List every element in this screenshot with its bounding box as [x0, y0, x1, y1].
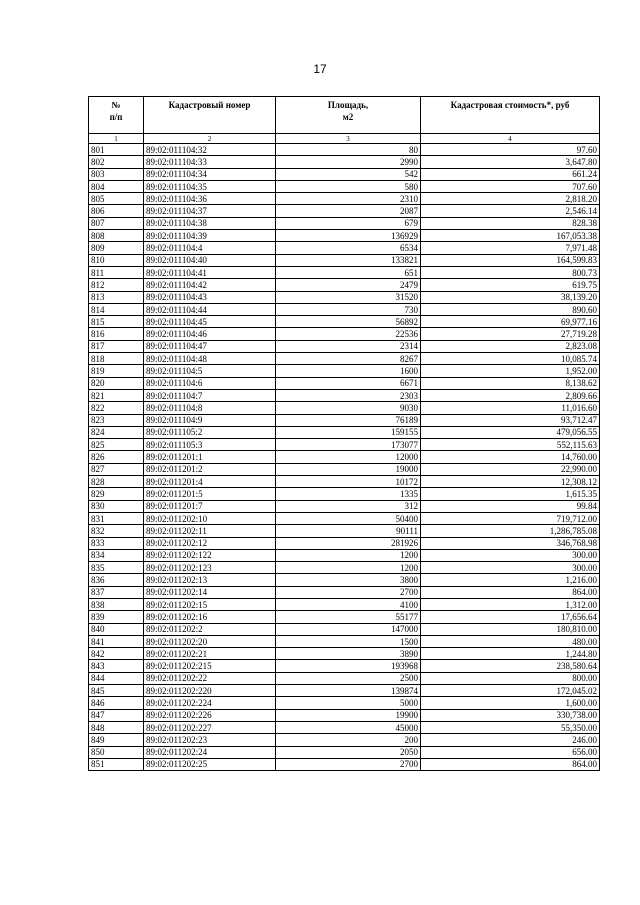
table-row	[89, 721, 600, 733]
cadastral-value: 2,546.14	[421, 205, 600, 217]
cadastral-number: 89:02:011202:12	[144, 537, 276, 549]
area-value: 1335	[276, 488, 421, 500]
header-cadastral-value: Кадастровая стоимость*, руб	[421, 97, 600, 134]
table-row	[89, 451, 600, 463]
cadastral-value: 180,810.00	[421, 623, 600, 635]
row-index: 825	[89, 439, 144, 451]
row-index: 834	[89, 549, 144, 561]
table-row	[89, 500, 600, 512]
table-row	[89, 193, 600, 205]
area-value: 12000	[276, 451, 421, 463]
table-row	[89, 340, 600, 352]
row-index: 829	[89, 488, 144, 500]
area-value: 2087	[276, 205, 421, 217]
row-index: 849	[89, 734, 144, 746]
row-index: 823	[89, 414, 144, 426]
row-index: 845	[89, 685, 144, 697]
cadastral-number: 89:02:011202:16	[144, 611, 276, 623]
cadastral-value: 828.38	[421, 217, 600, 229]
area-value: 90111	[276, 525, 421, 537]
table-row	[89, 180, 600, 192]
row-index: 819	[89, 365, 144, 377]
cadastral-value: 11,016.60	[421, 402, 600, 414]
area-value: 22536	[276, 328, 421, 340]
cadastral-number: 89:02:011105:3	[144, 439, 276, 451]
cadastral-value: 552,115.63	[421, 439, 600, 451]
cadastral-number: 89:02:011104:47	[144, 340, 276, 352]
row-index: 812	[89, 279, 144, 291]
cadastral-number: 89:02:011202:227	[144, 721, 276, 733]
table-row	[89, 279, 600, 291]
column-number: 3	[276, 134, 421, 144]
row-index: 831	[89, 512, 144, 524]
cadastral-number: 89:02:011104:36	[144, 193, 276, 205]
cadastral-number: 89:02:011104:43	[144, 291, 276, 303]
cadastral-number: 89:02:011202:25	[144, 758, 276, 770]
area-value: 10172	[276, 476, 421, 488]
cadastral-value: 99.84	[421, 500, 600, 512]
area-value: 651	[276, 266, 421, 278]
row-index: 820	[89, 377, 144, 389]
cadastral-number: 89:02:011104:42	[144, 279, 276, 291]
cadastral-value: 172,045.02	[421, 685, 600, 697]
cadastral-value: 480.00	[421, 635, 600, 647]
area-value: 5000	[276, 697, 421, 709]
area-value: 3800	[276, 574, 421, 586]
row-index: 816	[89, 328, 144, 340]
row-index: 815	[89, 316, 144, 328]
cadastral-number: 89:02:011201:7	[144, 500, 276, 512]
cadastral-value: 7,971.48	[421, 242, 600, 254]
table-row	[89, 353, 600, 365]
table-row	[89, 414, 600, 426]
row-index: 832	[89, 525, 144, 537]
area-value: 2700	[276, 758, 421, 770]
cadastral-number: 89:02:011202:20	[144, 635, 276, 647]
row-index: 843	[89, 660, 144, 672]
area-value: 136929	[276, 230, 421, 242]
column-number: 4	[421, 134, 600, 144]
row-index: 803	[89, 168, 144, 180]
cadastral-value: 2,818.20	[421, 193, 600, 205]
row-index: 813	[89, 291, 144, 303]
area-value: 80	[276, 144, 421, 156]
cadastral-value: 346,768.98	[421, 537, 600, 549]
cadastral-value: 10,085.74	[421, 353, 600, 365]
table-row	[89, 598, 600, 610]
row-index: 848	[89, 721, 144, 733]
cadastral-number: 89:02:011202:14	[144, 586, 276, 598]
area-value: 1200	[276, 549, 421, 561]
cadastral-number: 89:02:011202:123	[144, 562, 276, 574]
area-value: 6671	[276, 377, 421, 389]
area-value: 147000	[276, 623, 421, 635]
table-row	[89, 476, 600, 488]
area-value: 4100	[276, 598, 421, 610]
area-value: 2479	[276, 279, 421, 291]
header-area: Площадь, м2	[276, 97, 421, 134]
table-row	[89, 156, 600, 168]
table-row	[89, 242, 600, 254]
cadastral-number: 89:02:011104:32	[144, 144, 276, 156]
area-value: 159155	[276, 426, 421, 438]
cadastral-number: 89:02:011104:40	[144, 254, 276, 266]
row-index: 847	[89, 709, 144, 721]
table-row	[89, 254, 600, 266]
cadastral-number: 89:02:011202:24	[144, 746, 276, 758]
table-row	[89, 168, 600, 180]
cadastral-number: 89:02:011104:38	[144, 217, 276, 229]
cadastral-value: 1,244.80	[421, 648, 600, 660]
cadastral-number: 89:02:011105:2	[144, 426, 276, 438]
table-row	[89, 377, 600, 389]
cadastral-number: 89:02:011201:4	[144, 476, 276, 488]
table-row	[89, 217, 600, 229]
table-row	[89, 303, 600, 315]
cadastral-value: 2,823.08	[421, 340, 600, 352]
area-value: 580	[276, 180, 421, 192]
row-index: 840	[89, 623, 144, 635]
cadastral-value: 12,308.12	[421, 476, 600, 488]
cadastral-value: 330,738.00	[421, 709, 600, 721]
cadastral-value: 27,719.28	[421, 328, 600, 340]
table-row	[89, 144, 600, 156]
cadastral-number: 89:02:011202:22	[144, 672, 276, 684]
area-value: 2310	[276, 193, 421, 205]
table-row	[89, 537, 600, 549]
row-index: 835	[89, 562, 144, 574]
table-row	[89, 562, 600, 574]
table-row	[89, 512, 600, 524]
area-value: 1200	[276, 562, 421, 574]
table-row	[89, 439, 600, 451]
cadastral-number: 89:02:011104:8	[144, 402, 276, 414]
cadastral-value: 2,809.66	[421, 389, 600, 401]
table-row	[89, 611, 600, 623]
area-value: 542	[276, 168, 421, 180]
cadastral-number: 89:02:011201:5	[144, 488, 276, 500]
area-value: 2500	[276, 672, 421, 684]
cadastral-number: 89:02:011202:122	[144, 549, 276, 561]
area-value: 2314	[276, 340, 421, 352]
cadastral-number: 89:02:011104:9	[144, 414, 276, 426]
cadastral-value: 864.00	[421, 758, 600, 770]
row-index: 850	[89, 746, 144, 758]
table-row	[89, 685, 600, 697]
area-value: 76189	[276, 414, 421, 426]
table-header-row	[89, 97, 600, 134]
cadastral-value: 300.00	[421, 549, 600, 561]
table-row	[89, 426, 600, 438]
cadastral-number: 89:02:011104:39	[144, 230, 276, 242]
area-value: 31520	[276, 291, 421, 303]
table-row	[89, 623, 600, 635]
cadastral-value: 1,952.00	[421, 365, 600, 377]
area-value: 1500	[276, 635, 421, 647]
cadastral-value: 1,615.35	[421, 488, 600, 500]
cadastral-value: 656.00	[421, 746, 600, 758]
cadastral-number: 89:02:011104:48	[144, 353, 276, 365]
area-value: 2990	[276, 156, 421, 168]
table-row	[89, 402, 600, 414]
column-number: 1	[89, 134, 144, 144]
row-index: 811	[89, 266, 144, 278]
row-index: 844	[89, 672, 144, 684]
cadastral-number: 89:02:011104:7	[144, 389, 276, 401]
table-row	[89, 205, 600, 217]
cadastral-value: 69,977.16	[421, 316, 600, 328]
table-row	[89, 230, 600, 242]
area-value: 2303	[276, 389, 421, 401]
cadastral-number: 89:02:011104:37	[144, 205, 276, 217]
cadastral-number: 89:02:011202:21	[144, 648, 276, 660]
table-row	[89, 746, 600, 758]
cadastral-value: 1,600.00	[421, 697, 600, 709]
row-index: 806	[89, 205, 144, 217]
cadastral-value: 97.60	[421, 144, 600, 156]
row-index: 824	[89, 426, 144, 438]
cadastral-value: 167,053.38	[421, 230, 600, 242]
cadastral-value: 55,350.00	[421, 721, 600, 733]
area-value: 2050	[276, 746, 421, 758]
cadastral-number: 89:02:011201:1	[144, 451, 276, 463]
cadastral-number: 89:02:011104:4	[144, 242, 276, 254]
table-row	[89, 525, 600, 537]
header-cadastral-number: Кадастровый номер	[144, 97, 276, 134]
area-value: 3890	[276, 648, 421, 660]
row-index: 851	[89, 758, 144, 770]
area-value: 200	[276, 734, 421, 746]
cadastral-value: 479,056.55	[421, 426, 600, 438]
area-value: 312	[276, 500, 421, 512]
row-index: 826	[89, 451, 144, 463]
cadastral-number: 89:02:011104:5	[144, 365, 276, 377]
row-index: 802	[89, 156, 144, 168]
row-index: 841	[89, 635, 144, 647]
table-row	[89, 463, 600, 475]
table-row	[89, 697, 600, 709]
area-value: 8267	[276, 353, 421, 365]
table-row	[89, 488, 600, 500]
table-row	[89, 365, 600, 377]
row-index: 833	[89, 537, 144, 549]
area-value: 50400	[276, 512, 421, 524]
row-index: 822	[89, 402, 144, 414]
table-row	[89, 328, 600, 340]
cadastral-value: 800.73	[421, 266, 600, 278]
cadastral-value: 719,712.00	[421, 512, 600, 524]
row-index: 818	[89, 353, 144, 365]
row-index: 805	[89, 193, 144, 205]
row-index: 827	[89, 463, 144, 475]
cadastral-value: 1,286,785.08	[421, 525, 600, 537]
cadastral-value: 800.00	[421, 672, 600, 684]
row-index: 804	[89, 180, 144, 192]
table-row	[89, 635, 600, 647]
cadastral-value: 93,712.47	[421, 414, 600, 426]
area-value: 56892	[276, 316, 421, 328]
cadastral-value: 246.00	[421, 734, 600, 746]
row-index: 838	[89, 598, 144, 610]
row-index: 842	[89, 648, 144, 660]
cadastral-value: 22,990.00	[421, 463, 600, 475]
cadastral-value: 14,760.00	[421, 451, 600, 463]
area-value: 45000	[276, 721, 421, 733]
table-row	[89, 389, 600, 401]
cadastral-number: 89:02:011104:33	[144, 156, 276, 168]
cadastral-value: 38,139.20	[421, 291, 600, 303]
cadastral-number: 89:02:011202:2	[144, 623, 276, 635]
area-value: 2700	[276, 586, 421, 598]
row-index: 814	[89, 303, 144, 315]
cadastral-value: 864.00	[421, 586, 600, 598]
table-row	[89, 709, 600, 721]
table-row	[89, 316, 600, 328]
cadastral-number: 89:02:011104:46	[144, 328, 276, 340]
header-index: № п/п	[89, 97, 144, 134]
cadastral-value: 661.24	[421, 168, 600, 180]
row-index: 810	[89, 254, 144, 266]
cadastral-number: 89:02:011202:220	[144, 685, 276, 697]
cadastral-number: 89:02:011104:34	[144, 168, 276, 180]
row-index: 807	[89, 217, 144, 229]
row-index: 839	[89, 611, 144, 623]
table-row	[89, 660, 600, 672]
table-row	[89, 758, 600, 770]
row-index: 846	[89, 697, 144, 709]
cadastral-number: 89:02:011202:224	[144, 697, 276, 709]
column-number: 2	[144, 134, 276, 144]
cadastral-number: 89:02:011202:11	[144, 525, 276, 537]
cadastral-number: 89:02:011104:45	[144, 316, 276, 328]
row-index: 808	[89, 230, 144, 242]
table-row	[89, 672, 600, 684]
area-value: 193968	[276, 660, 421, 672]
table-row	[89, 549, 600, 561]
cadastral-table	[88, 96, 600, 771]
row-index: 830	[89, 500, 144, 512]
area-value: 730	[276, 303, 421, 315]
area-value: 55177	[276, 611, 421, 623]
table-row	[89, 648, 600, 660]
cadastral-value: 3,647.80	[421, 156, 600, 168]
cadastral-number: 89:02:011201:2	[144, 463, 276, 475]
area-value: 19000	[276, 463, 421, 475]
cadastral-number: 89:02:011202:215	[144, 660, 276, 672]
table-row	[89, 291, 600, 303]
cadastral-number: 89:02:011202:226	[144, 709, 276, 721]
area-value: 1600	[276, 365, 421, 377]
row-index: 828	[89, 476, 144, 488]
column-number-row	[89, 134, 600, 144]
area-value: 9030	[276, 402, 421, 414]
cadastral-number: 89:02:011202:23	[144, 734, 276, 746]
area-value: 139874	[276, 685, 421, 697]
cadastral-value: 8,138.62	[421, 377, 600, 389]
cadastral-number: 89:02:011202:15	[144, 598, 276, 610]
area-value: 6534	[276, 242, 421, 254]
table-row	[89, 586, 600, 598]
table-row	[89, 574, 600, 586]
table-row	[89, 266, 600, 278]
area-value: 19900	[276, 709, 421, 721]
cadastral-number: 89:02:011104:35	[144, 180, 276, 192]
cadastral-number: 89:02:011104:44	[144, 303, 276, 315]
cadastral-value: 619.75	[421, 279, 600, 291]
cadastral-number: 89:02:011104:6	[144, 377, 276, 389]
area-value: 133821	[276, 254, 421, 266]
cadastral-value: 890.60	[421, 303, 600, 315]
area-value: 679	[276, 217, 421, 229]
cadastral-value: 238,580.64	[421, 660, 600, 672]
table-body	[89, 144, 600, 771]
row-index: 809	[89, 242, 144, 254]
cadastral-value: 17,656.64	[421, 611, 600, 623]
cadastral-number: 89:02:011104:41	[144, 266, 276, 278]
page-number: 17	[313, 62, 327, 76]
table-row	[89, 734, 600, 746]
cadastral-value: 707.60	[421, 180, 600, 192]
row-index: 836	[89, 574, 144, 586]
cadastral-value: 1,312.00	[421, 598, 600, 610]
cadastral-number: 89:02:011202:13	[144, 574, 276, 586]
row-index: 801	[89, 144, 144, 156]
area-value: 173077	[276, 439, 421, 451]
cadastral-value: 300.00	[421, 562, 600, 574]
cadastral-value: 164,599.83	[421, 254, 600, 266]
row-index: 837	[89, 586, 144, 598]
row-index: 817	[89, 340, 144, 352]
cadastral-value: 1,216.00	[421, 574, 600, 586]
area-value: 281926	[276, 537, 421, 549]
cadastral-number: 89:02:011202:10	[144, 512, 276, 524]
row-index: 821	[89, 389, 144, 401]
